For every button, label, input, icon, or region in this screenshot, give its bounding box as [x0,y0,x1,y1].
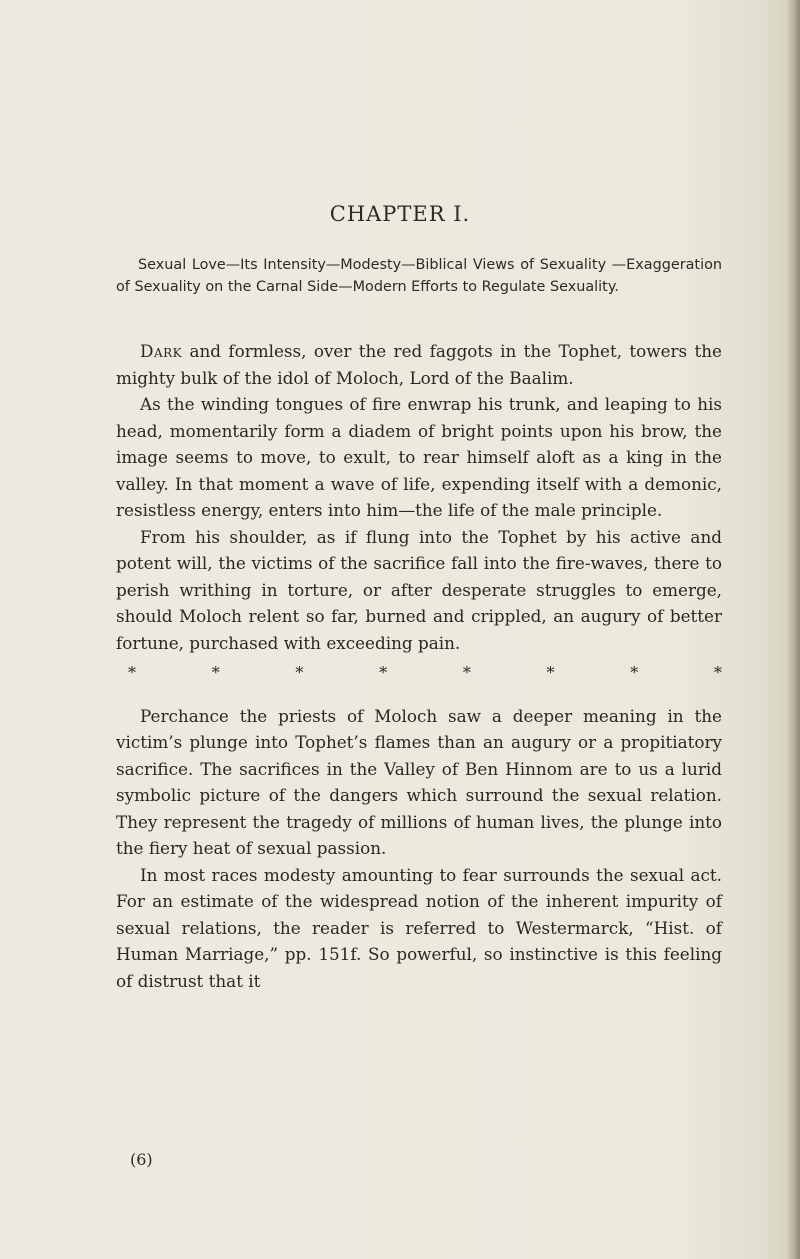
separator-star: * [128,663,136,682]
section-separator [116,656,722,687]
separator-star: * [546,663,555,682]
paragraph: From his shoulder, as if flung into the Tophet by his active and potent will, the victims of the sacrifice fall into the fire-waves, there to perish writhing in torture, or after desperate struggles to emerge, should Moloch relent so far, burned and crippled, an augury of better fortune, purchased with exceeding pain. [116,526,722,653]
separator-star: * [462,663,471,682]
paragraph: As the winding tongues of fire enwrap his trunk, and leaping to his head, momentarily form a diadem of bright points upon his brow, the image seems to move, to exult, to rear himself aloft as a king in the valley. In that moment a wave of life, expending itself with a demonic, resistless energy, enters into him—the life of the male principle. [116,394,722,520]
separator-star: * [379,663,388,682]
paragraph: In most races modesty amounting to fear surrounds the sexual act. For an estimate of the widespread notion of the inherent impurity of sexual relations, the reader is referred to Westermarck, “Hist. of Human Marriage,” pp. 151f. So powerful, so instinctive is this feeling of distrust that it [116,864,722,991]
paragraph: Perchance the priests of Moloch saw a deeper meaning in the victim’s plunge into Tophet’s flames than an augury or a propitiatory sacrifice. The sacrifices in the Valley of Ben Hinnom are to us a lurid symbolic picture of the dangers which surround the sexual relation. They represent the tragedy of millions of human lives, the plunge into the fiery heat of sexual passion. [116,705,722,858]
page-number: (6) [130,1150,153,1169]
chapter-title: CHAPTER I. [329,202,471,226]
page-edge-shadow [786,0,800,1259]
drop-lead-word: Dark [140,341,183,361]
chapter-body [116,338,722,994]
chapter-summary: Sexual Love—Its Intensity—Modesty—Biblical Views of Sexuality —Exaggeration of Sexuality on the Carnal Side—Modern Efforts to Regulate Sexuality. [116,257,722,295]
separator-star: * [211,663,220,682]
separator-star: * [713,663,722,682]
paragraph [116,338,722,391]
separator-star: * [295,663,304,682]
paragraph-text: and formless, over the red faggots in the Tophet, towers the mighty bulk of the idol of Moloch, Lord of the Baalim. [116,341,722,388]
separator-star: * [630,663,639,682]
